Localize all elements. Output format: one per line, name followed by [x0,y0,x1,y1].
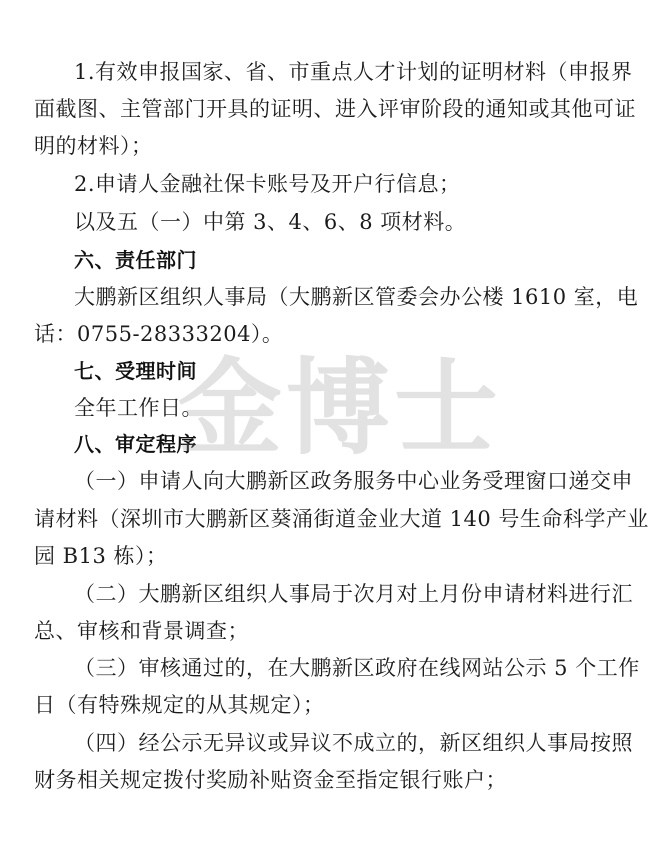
step-1-line-1: （一）申请人向大鹏新区政务服务中心业务受理窗口递交申 [74,469,633,493]
section-8-heading: 八、审定程序 [74,432,197,456]
section-6-line-2: 话：0755-28333204）。 [34,322,284,346]
step-1-line-2: 请材料（深圳市大鹏新区葵涌街道金业大道 140 号生命科学产业 [34,507,649,531]
item-1-line-1: 1.有效申报国家、省、市重点人才计划的证明材料（申报界 [74,60,633,84]
step-4-line-1: （四）经公示无异议或异议不成立的，新区组织人事局按照 [74,731,633,755]
item-1-line-2: 面截图、主管部门开具的证明、进入评审阶段的通知或其他可证 [34,97,636,121]
item-also-line: 以及五（一）中第 3、4、6、8 项材料。 [74,210,467,234]
item-1-line-3: 明的材料）； [34,134,153,158]
step-1-line-3: 园 B13 栋）； [34,544,168,568]
step-2-line-2: 总、审核和背景调查； [34,619,249,643]
item-2-line: 2.申请人金融社保卡账号及开户行信息； [74,172,461,196]
watermark: 金博士 [177,347,502,469]
step-3-line-1: （三）审核通过的，在大鹏新区政府在线网站公示 5 个工作 [74,656,640,680]
step-4-line-2: 财务相关规定拨付奖励补贴资金至指定银行账户； [34,768,507,792]
step-2-line-1: （二）大鹏新区组织人事局于次月对上月份申请材料进行汇 [74,582,633,606]
step-3-line-2: 日（有特殊规定的从其规定）； [34,693,325,717]
section-6-heading: 六、责任部门 [74,248,197,272]
section-6-line-1: 大鹏新区组织人事局（大鹏新区管委会办公楼 1610 室，电 [74,285,639,309]
section-7-heading: 七、受理时间 [74,359,197,383]
section-7-line: 全年工作日。 [74,396,203,420]
